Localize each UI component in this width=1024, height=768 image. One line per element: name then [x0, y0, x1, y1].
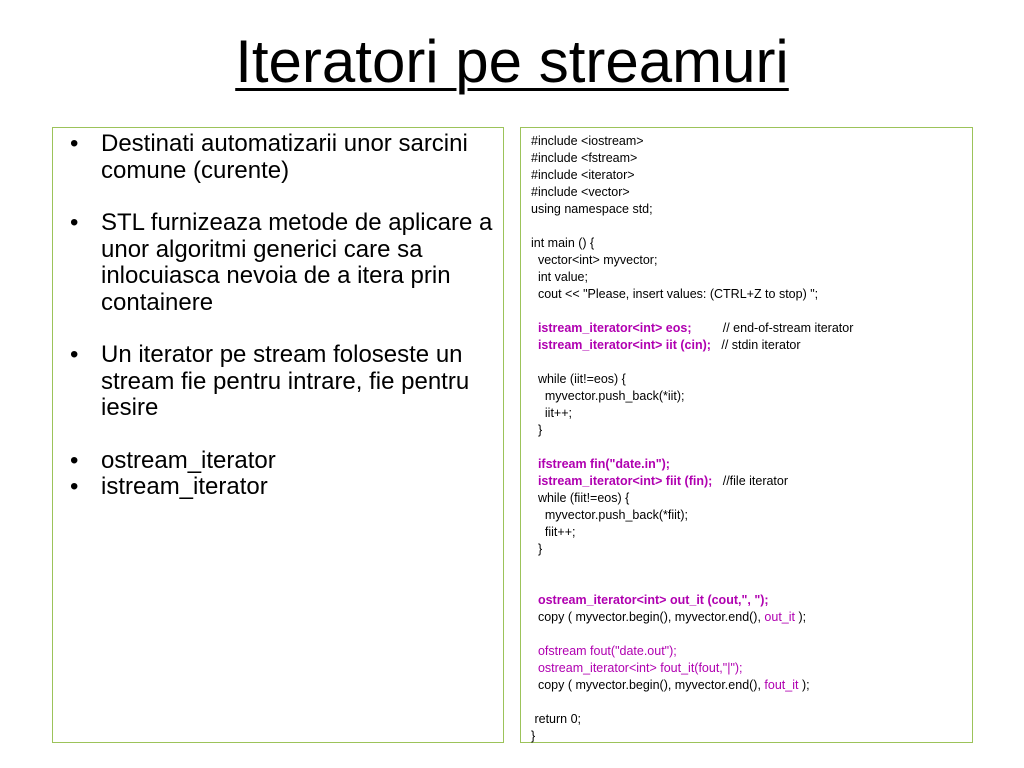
- code-line: vector<int> myvector;: [531, 253, 658, 267]
- code-line: myvector.push_back(*iit);: [531, 389, 685, 403]
- code-line: [531, 643, 971, 660]
- code-line: fiit++;: [531, 525, 576, 539]
- code-text: [531, 457, 538, 471]
- code-text: [531, 338, 538, 352]
- code-line: [531, 354, 971, 371]
- bullet-dot: •: [70, 130, 79, 157]
- code-line: [531, 303, 971, 320]
- code-line: #include <iostream>: [531, 134, 644, 148]
- code-line: #include <fstream>: [531, 151, 638, 165]
- code-line: return 0;: [531, 712, 582, 726]
- bullet-text: Destinati automatizarii unor sarcini comune (curente): [101, 130, 468, 184]
- code-line: int main () {: [531, 236, 595, 250]
- code-line: [531, 677, 971, 694]
- code-line: [531, 439, 971, 456]
- code-line: int value;: [531, 270, 588, 284]
- code-text: //file iterator: [712, 474, 789, 488]
- code-line: [531, 337, 971, 354]
- code-line: cout << "Please, insert values: (CTRL+Z to stop) ";: [531, 287, 819, 301]
- bullet-item: [61, 131, 501, 184]
- code-highlight: istream_iterator<int> fiit (fin);: [537, 474, 713, 488]
- code-highlight: ostream_iterator<int> out_it (cout,", ");: [537, 593, 769, 607]
- code-text: [531, 644, 538, 658]
- code-text: [531, 661, 538, 675]
- code-text: [531, 321, 538, 335]
- code-line: while (iit!=eos) {: [531, 372, 626, 386]
- code-line: #include <vector>: [531, 185, 630, 199]
- code-line: [531, 626, 971, 643]
- code-line: }: [531, 729, 536, 743]
- code-line: #include <iterator>: [531, 168, 635, 182]
- code-highlight: fout_it: [764, 678, 799, 692]
- code-line: [531, 575, 971, 592]
- code-highlight: istream_iterator<int> iit (cin);: [537, 338, 711, 352]
- code-text: [531, 474, 538, 488]
- bullet-list: [61, 131, 501, 501]
- bullet-dot: •: [70, 446, 79, 474]
- code-highlight: ifstream fin("date.in");: [537, 457, 670, 471]
- code-text: // end-of-stream iterator: [691, 321, 854, 335]
- code-line: [531, 660, 971, 677]
- code-text: copy ( myvector.begin(), myvector.end(),: [531, 678, 765, 692]
- bullet-item: [61, 210, 501, 316]
- code-text: );: [795, 610, 807, 624]
- code-line: }: [531, 423, 543, 437]
- bullet-item: [61, 342, 501, 422]
- code-line: using namespace std;: [531, 202, 653, 216]
- bullet-box: [52, 127, 504, 743]
- code-line: [531, 218, 971, 235]
- bullet-dot: •: [70, 341, 79, 368]
- code-highlight: ofstream fout("date.out");: [537, 644, 677, 658]
- slide-title-text: Iteratori pe streamuri: [235, 28, 789, 95]
- bullet-dot: •: [70, 473, 79, 500]
- code-line: [531, 320, 971, 337]
- slide-title: [0, 26, 1024, 98]
- code-box: [520, 127, 973, 743]
- code-highlight: ostream_iterator<int> fout_it(fout,"|");: [537, 661, 743, 675]
- bullet-item: [61, 474, 501, 501]
- code-line: while (fiit!=eos) {: [531, 491, 630, 505]
- code-line: [531, 558, 971, 575]
- code-line: myvector.push_back(*fiit);: [531, 508, 689, 522]
- code-line: [531, 456, 971, 473]
- code-listing: [531, 133, 971, 745]
- code-line: [531, 592, 971, 609]
- bullet-item: [61, 448, 501, 475]
- code-line: [531, 473, 971, 490]
- code-line: [531, 609, 971, 626]
- code-text: [531, 593, 538, 607]
- code-text: );: [798, 678, 810, 692]
- code-highlight: istream_iterator<int> eos;: [537, 321, 692, 335]
- bullet-text: istream_iterator: [101, 473, 268, 500]
- code-line: }: [531, 542, 543, 556]
- bullet-dot: •: [70, 209, 79, 236]
- code-line: [531, 694, 971, 711]
- code-line: iit++;: [531, 406, 572, 420]
- code-text: // stdin iterator: [710, 338, 801, 352]
- code-text: copy ( myvector.begin(), myvector.end(),: [531, 610, 765, 624]
- bullet-text: ostream_iterator: [101, 446, 276, 474]
- bullet-text: Un iterator pe stream foloseste un stream fie pentru intrare, fie pentru iesire: [101, 341, 470, 421]
- bullet-text: STL furnizeaza metode de aplicare a unor algoritmi generici care sa inlocuiasca nevoia de a itera prin containere: [101, 209, 493, 316]
- code-highlight: out_it: [764, 610, 796, 624]
